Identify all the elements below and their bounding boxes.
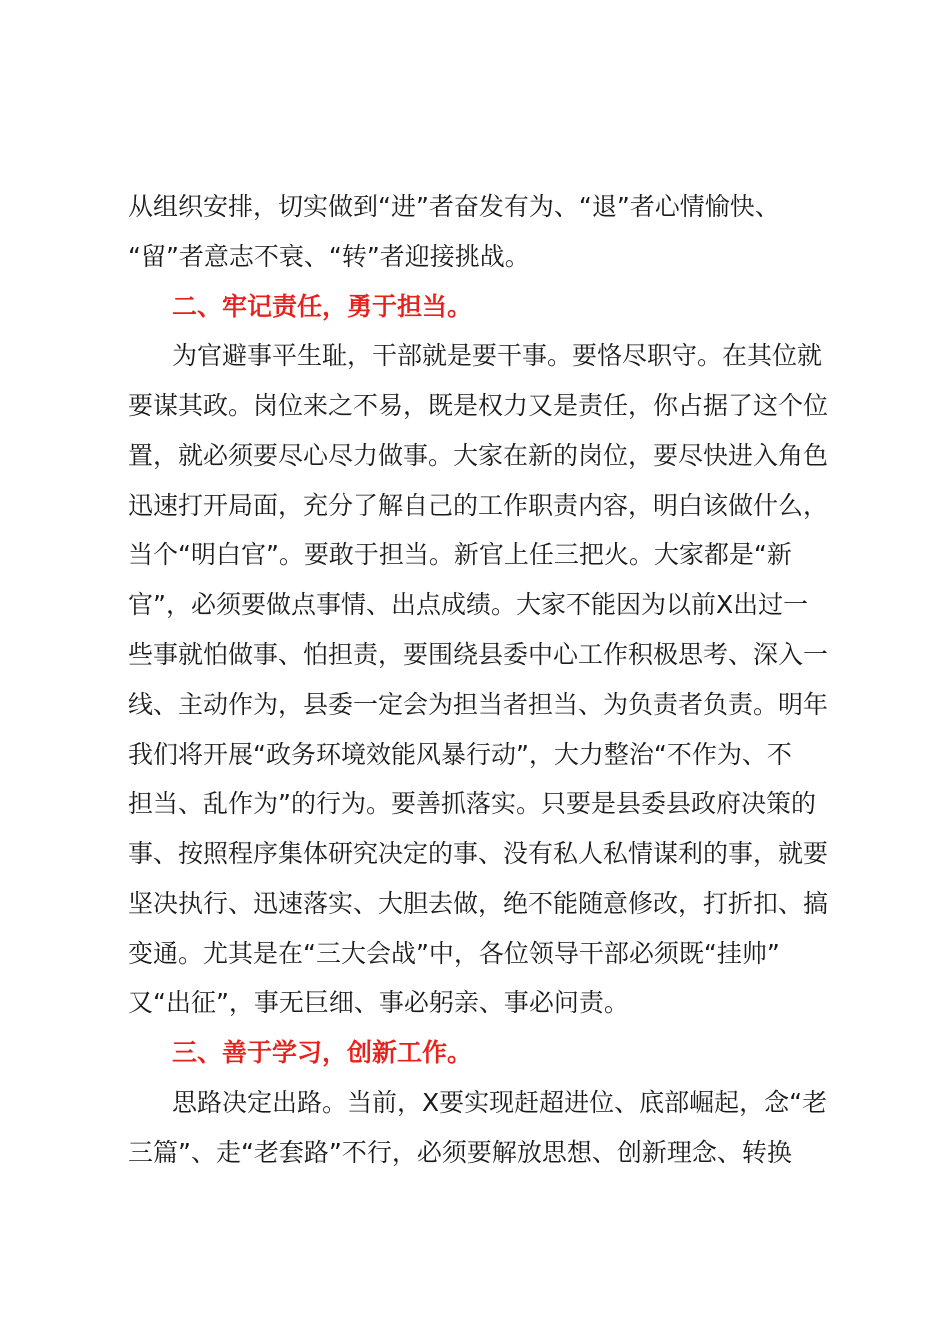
- paragraph-line-10: 线、主动作为，县委一定会为担当者担当、为负责者负责。明年: [128, 690, 829, 719]
- paragraph-line-2: “留”者意志不衰、“转”者迎接挑战。: [128, 242, 530, 271]
- paragraph-line-1: 从组织安排，切实做到“进”者奋发有为、“退”者心情愉快、: [128, 192, 780, 221]
- paragraph-line-6: 迅速打开局面，充分了解自己的工作职责内容，明白该做什么，: [128, 491, 829, 520]
- paragraph-line-15: 变通。尤其是在“三大会战”中，各位领导干部必须既“挂帅”: [128, 939, 780, 968]
- paragraph-line-14: 坚决执行、迅速落实、大胆去做，绝不能随意修改，打折扣、搞: [128, 889, 829, 918]
- section-heading-3: 三、善于学习，创新工作。: [172, 1038, 473, 1067]
- paragraph-line-5: 置，就必须要尽心尽力做事。大家在新的岗位，要尽快进入角色: [128, 441, 829, 470]
- paragraph-line-18: 三篇”、走“老套路”不行，必须要解放思想、创新理念、转换: [128, 1138, 792, 1167]
- paragraph-line-8: 官”，必须要做点事情、出点成绩。大家不能因为以前X出过一: [128, 590, 809, 619]
- paragraph-line-16: 又“出征”，事无巨细、事必躬亲、事必问责。: [128, 988, 629, 1017]
- paragraph-line-9: 些事就怕做事、怕担责，要围绕县委中心工作积极思考、深入一: [128, 640, 829, 669]
- paragraph-line-3: 为官避事平生耻，干部就是要干事。要恪尽职守。在其位就: [172, 341, 823, 370]
- paragraph-line-17: 思路决定出路。当前，X要实现赶超进位、底部崛起，念“老: [172, 1088, 828, 1117]
- paragraph-line-12: 担当、乱作为”的行为。要善抓落实。只要是县委县政府决策的: [128, 789, 816, 818]
- paragraph-line-13: 事、按照程序集体研究决定的事、没有私人私情谋利的事，就要: [128, 839, 829, 868]
- section-heading-2: 二、牢记责任，勇于担当。: [172, 292, 473, 321]
- paragraph-line-7: 当个“明白官”。要敢于担当。新官上任三把火。大家都是“新: [128, 540, 792, 569]
- paragraph-line-4: 要谋其政。岗位来之不易，既是权力又是责任，你占据了这个位: [128, 391, 829, 420]
- paragraph-line-11: 我们将开展“政务环境效能风暴行动”，大力整治“不作为、不: [128, 740, 792, 769]
